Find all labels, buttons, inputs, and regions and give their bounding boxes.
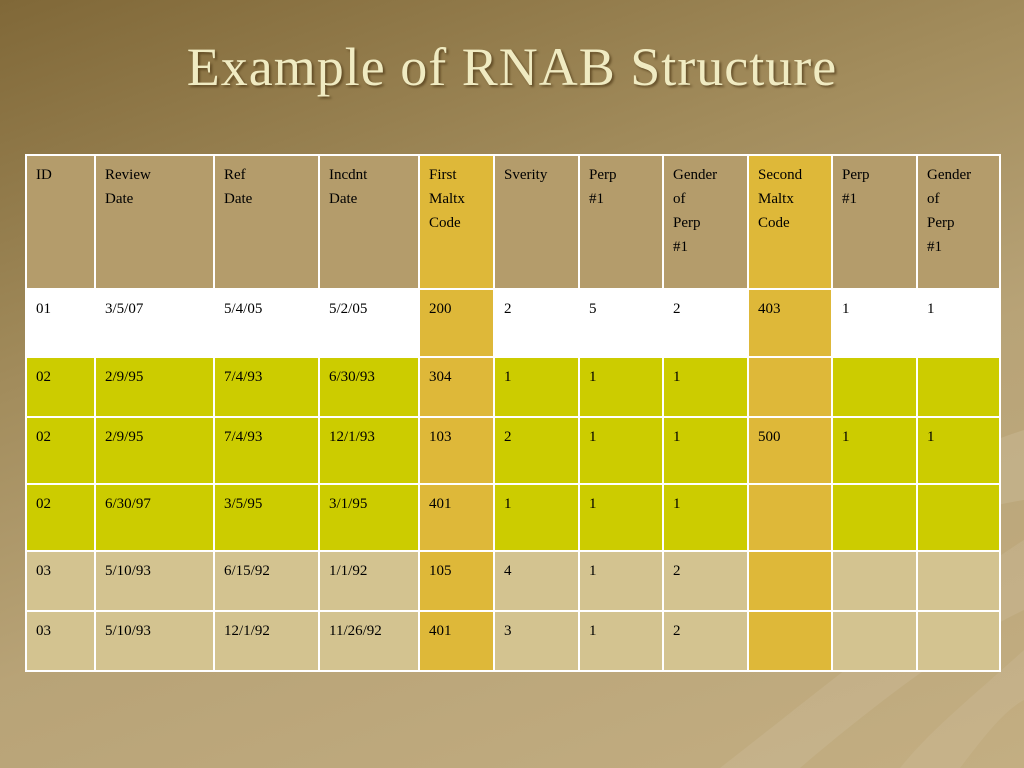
table-row [26, 551, 1000, 611]
header-cell [748, 155, 832, 289]
table-cell [917, 484, 1000, 551]
table-cell: 2 [494, 417, 579, 484]
table-cell: 12/1/92 [214, 611, 319, 671]
header-cell-line: Perp [927, 215, 955, 231]
header-cell-line: #1 [673, 239, 688, 255]
header-cell [214, 155, 319, 289]
table-cell [748, 611, 832, 671]
table-cell: 7/4/93 [214, 357, 319, 417]
table-cell: 2 [494, 289, 579, 357]
table-cell: 403 [748, 289, 832, 357]
table-row [26, 484, 1000, 551]
table-cell: 1 [579, 551, 663, 611]
table-cell: 1 [579, 417, 663, 484]
table-cell [832, 357, 917, 417]
header-cell [917, 155, 1000, 289]
table-cell: 1 [917, 417, 1000, 484]
header-cell [494, 155, 579, 289]
rnab-structure-table [25, 154, 1001, 672]
table-cell: 2 [663, 611, 748, 671]
header-cell-line: Gender [673, 167, 718, 183]
table-cell: 5/2/05 [319, 289, 419, 357]
table-cell: 5/10/93 [95, 611, 214, 671]
header-cell-line: Ref [224, 167, 246, 183]
header-cell-line: Maltx [429, 191, 465, 207]
table-cell: 1/1/92 [319, 551, 419, 611]
header-cell-line: Sverity [504, 167, 548, 183]
table-cell: 2 [663, 289, 748, 357]
header-cell [419, 155, 494, 289]
table-cell: 2 [663, 551, 748, 611]
header-cell-line: of [927, 191, 940, 207]
table-cell: 3/5/07 [95, 289, 214, 357]
header-cell-line: Maltx [758, 191, 794, 207]
table-cell: 401 [419, 484, 494, 551]
table-cell [748, 484, 832, 551]
header-cell-line: Gender [927, 167, 972, 183]
table-cell: 1 [494, 357, 579, 417]
table-cell [748, 357, 832, 417]
header-cell [26, 155, 95, 289]
table-cell: 6/30/97 [95, 484, 214, 551]
table-cell [832, 551, 917, 611]
header-cell-line: Code [429, 215, 461, 231]
table-cell: 4 [494, 551, 579, 611]
table-cell: 5/10/93 [95, 551, 214, 611]
table-cell: 11/26/92 [319, 611, 419, 671]
header-cell-line: Incdnt [329, 167, 368, 183]
table-header-row [26, 155, 1000, 289]
table-cell: 105 [419, 551, 494, 611]
table-cell: 1 [579, 357, 663, 417]
header-cell-line: Perp [589, 167, 617, 183]
table-cell: 01 [26, 289, 95, 357]
header-cell [663, 155, 748, 289]
header-cell-line: Perp [842, 167, 870, 183]
table-cell: 200 [419, 289, 494, 357]
header-cell [832, 155, 917, 289]
header-cell [579, 155, 663, 289]
table-cell [832, 611, 917, 671]
table-row [26, 289, 1000, 357]
header-cell-line: #1 [842, 191, 857, 207]
table-cell: 02 [26, 357, 95, 417]
table-cell: 03 [26, 551, 95, 611]
table-cell: 03 [26, 611, 95, 671]
table-cell: 1 [832, 417, 917, 484]
header-cell [319, 155, 419, 289]
table-row [26, 417, 1000, 484]
table-cell: 304 [419, 357, 494, 417]
table-cell: 2/9/95 [95, 357, 214, 417]
table-cell: 1 [579, 484, 663, 551]
table-cell: 1 [579, 611, 663, 671]
table-cell: 12/1/93 [319, 417, 419, 484]
table-cell: 3/1/95 [319, 484, 419, 551]
table-cell: 500 [748, 417, 832, 484]
table-cell: 7/4/93 [214, 417, 319, 484]
header-cell-line: Date [224, 191, 253, 207]
table-cell: 1 [917, 289, 1000, 357]
table-cell [748, 551, 832, 611]
table-cell: 02 [26, 484, 95, 551]
table-cell: 401 [419, 611, 494, 671]
header-cell-line: Date [329, 191, 358, 207]
header-cell-line: Review [105, 167, 151, 183]
header-cell-line: of [673, 191, 686, 207]
header-cell-line: Second [758, 167, 803, 183]
table-cell: 103 [419, 417, 494, 484]
header-cell-line: Code [758, 215, 790, 231]
header-cell [95, 155, 214, 289]
header-cell-line: Perp [673, 215, 701, 231]
header-cell-line: #1 [927, 239, 942, 255]
table-cell [917, 611, 1000, 671]
header-cell-line: ID [36, 167, 52, 183]
header-cell-line: #1 [589, 191, 604, 207]
table-cell: 1 [663, 357, 748, 417]
header-cell-line: First [429, 167, 457, 183]
table-cell: 6/30/93 [319, 357, 419, 417]
table-cell [917, 357, 1000, 417]
table-row [26, 611, 1000, 671]
table-cell: 02 [26, 417, 95, 484]
table-cell: 1 [663, 484, 748, 551]
header-cell-line: Date [105, 191, 134, 207]
table-cell: 6/15/92 [214, 551, 319, 611]
table-cell: 2/9/95 [95, 417, 214, 484]
table-cell [917, 551, 1000, 611]
table-cell: 1 [663, 417, 748, 484]
table-cell: 3 [494, 611, 579, 671]
table-cell: 5/4/05 [214, 289, 319, 357]
table-cell: 3/5/95 [214, 484, 319, 551]
table-cell: 1 [832, 289, 917, 357]
table-row [26, 357, 1000, 417]
table-cell: 5 [579, 289, 663, 357]
table-cell [832, 484, 917, 551]
table-cell: 1 [494, 484, 579, 551]
slide-title: Example of RNAB Structure [186, 37, 838, 97]
